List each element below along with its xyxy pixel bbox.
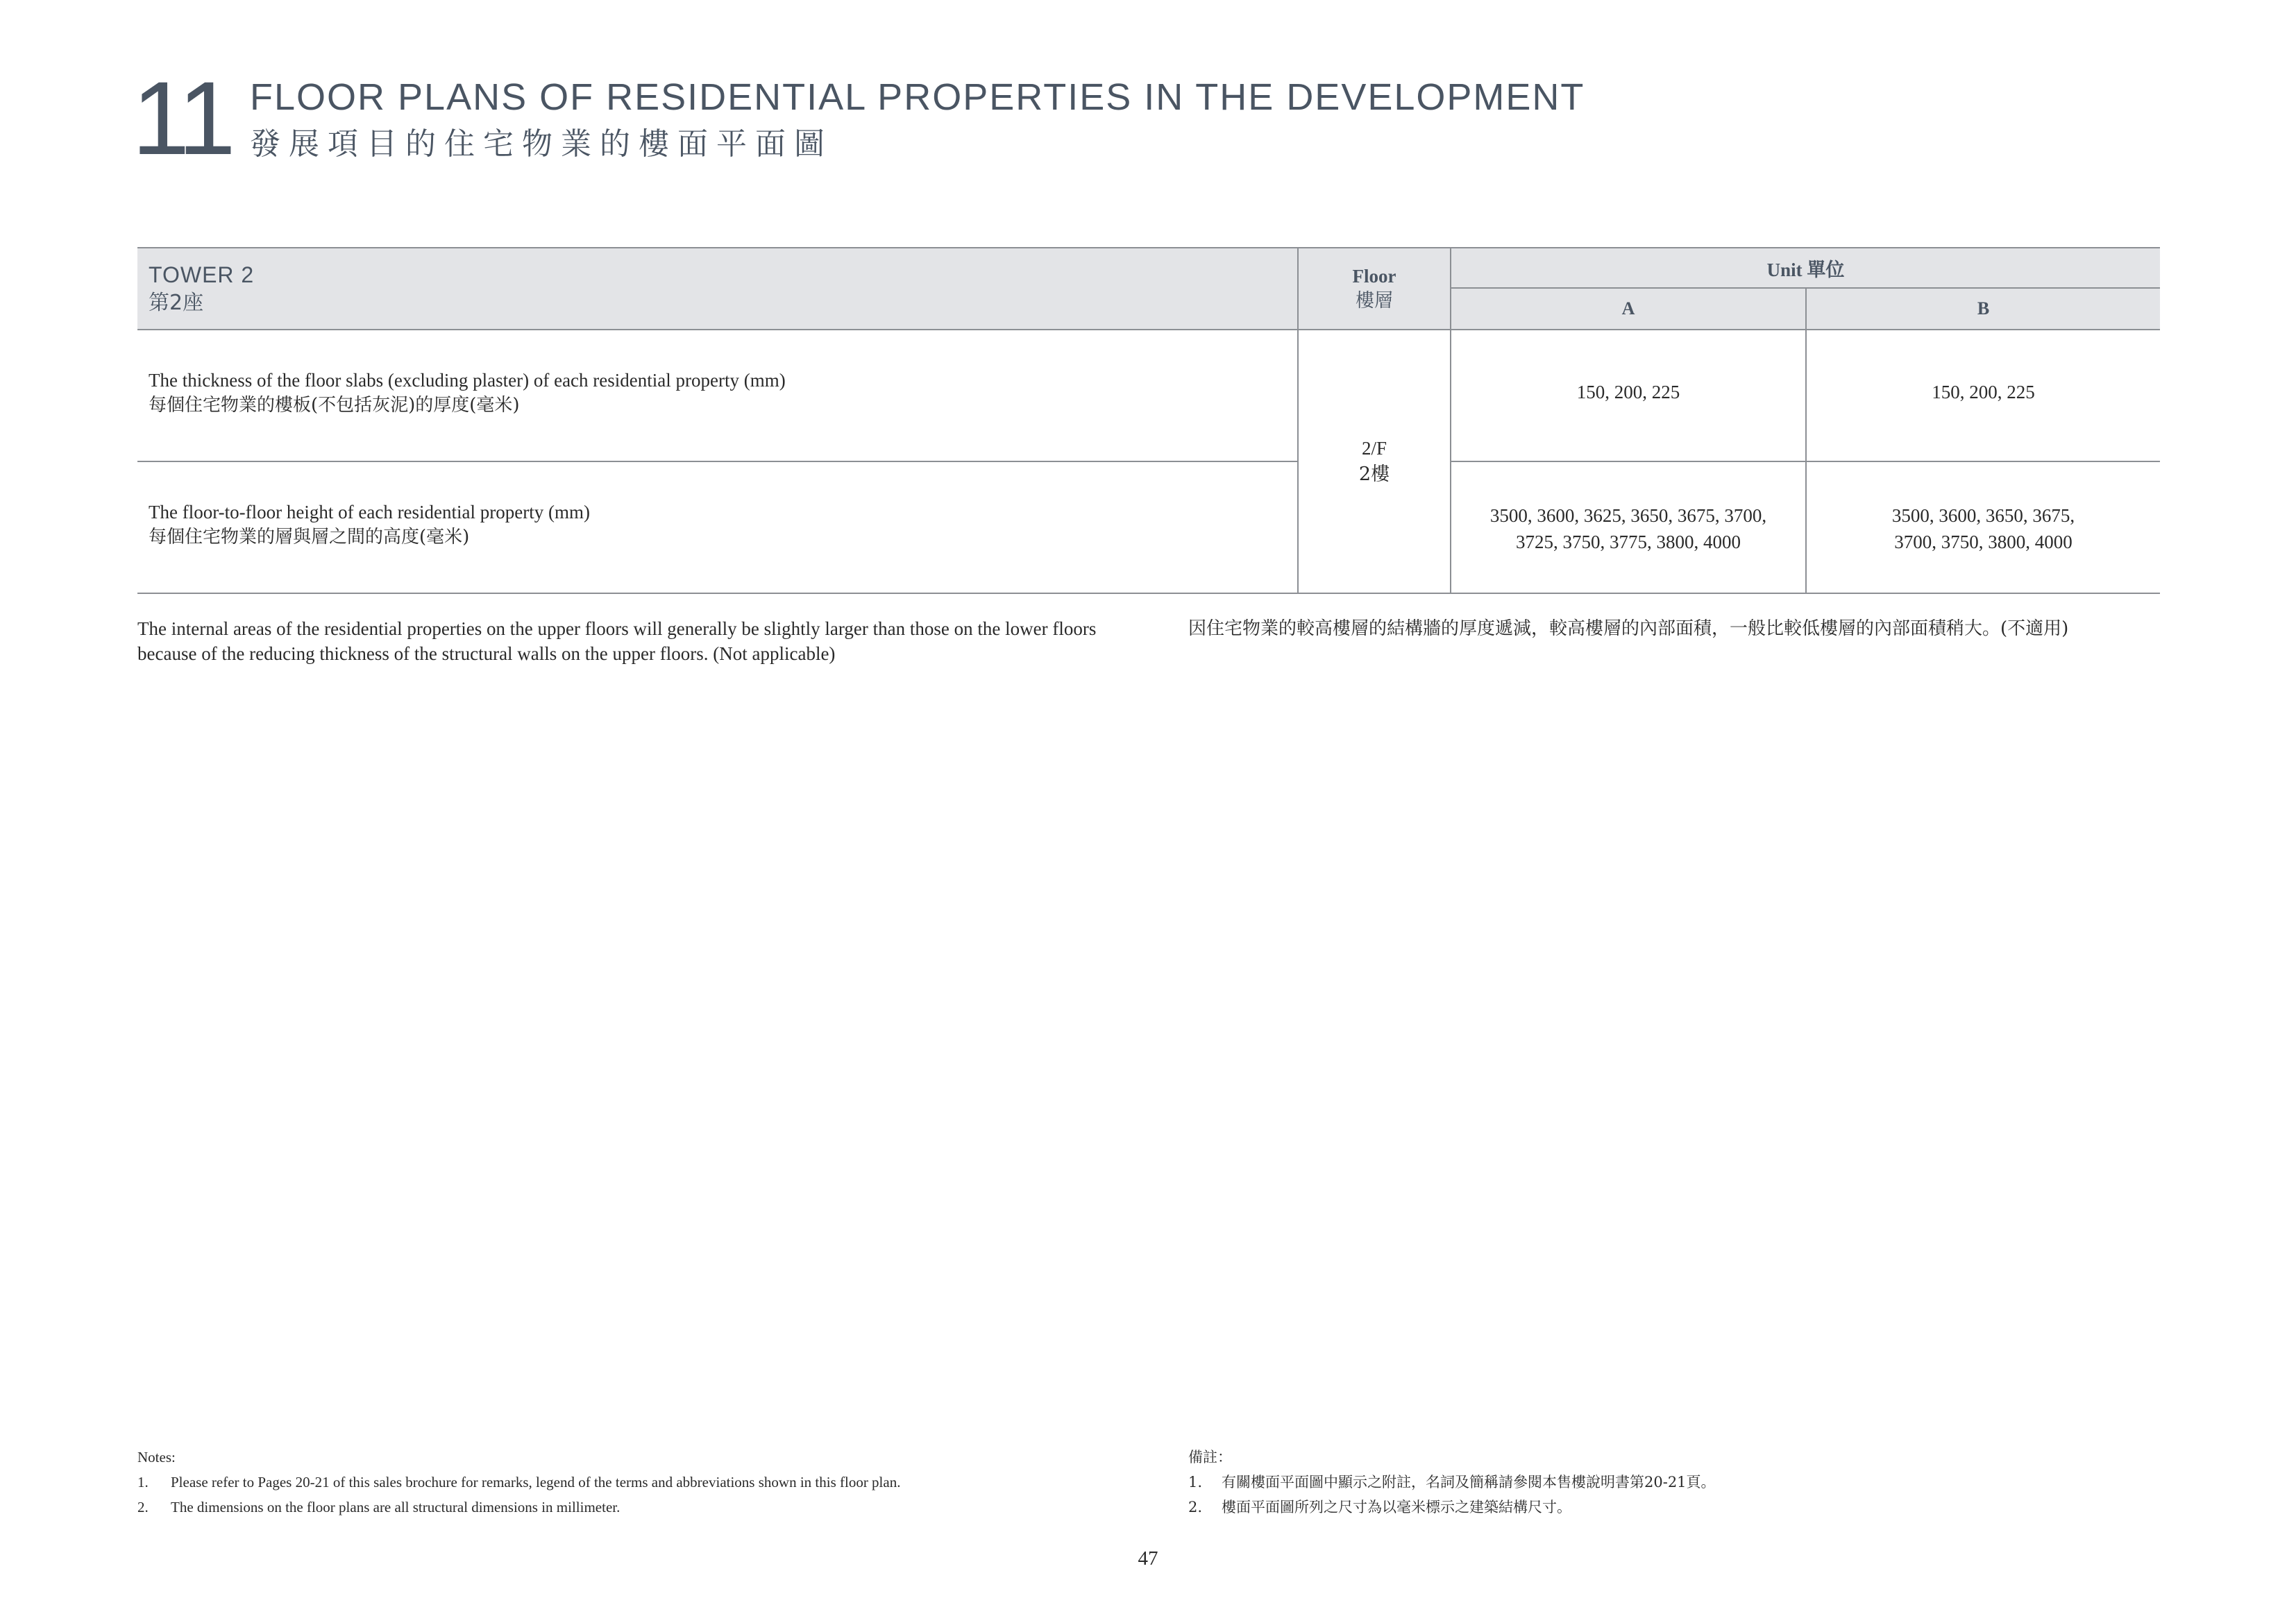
row-label-cell [137,330,1298,461]
note-number: 2. [137,1499,149,1515]
value-text: 150, 200, 225 [1576,382,1680,402]
unit-column-a: A [1451,288,1806,330]
page-title-en: FLOOR PLANS OF RESIDENTIAL PROPERTIES IN THE DEVELOPMENT [250,76,1585,118]
table-row [137,330,2160,461]
value-cell-b [1806,330,2160,461]
note-text: 樓面平面圖所列之尺寸為以毫米標示之建築結構尺寸。 [1222,1499,1571,1515]
notes-en [137,1445,1144,1520]
floor-header-zh: 樓層 [1356,290,1393,312]
note-number: 1. [1188,1474,1203,1490]
note-text: The dimensions on the floor plans are all structural dimensions in millimeter. [171,1499,621,1515]
remark-zh: 因住宅物業的較高樓層的結構牆的厚度遞減，較高樓層的內部面積，一般比較低樓層的內部面積稍大。(不適用) [1188,618,2069,639]
note-item [137,1495,1144,1520]
notes-zh [1188,1445,2160,1520]
floor-spec-table [137,247,2160,594]
row-label-zh: 每個住宅物業的層與層之間的高度(毫米) [149,527,470,547]
unit-header-cell: Unit 單位 [1451,248,2160,288]
notes-title-en: Notes: [137,1449,176,1465]
value-text: 150, 200, 225 [1932,382,2035,402]
section-number: 11 [132,60,232,176]
note-item [1188,1470,2160,1495]
row-label-en: The thickness of the floor slabs (excluding plaster) of each residential property (mm) [149,370,786,391]
unit-column-b: B [1806,288,2160,330]
note-number: 1. [137,1474,149,1490]
table-header-row [137,248,2160,288]
value-text: 3500, 3600, 3650, 3675, 3700, 3750, 3800, 4000 [1891,505,2075,552]
tower-header-cell [137,248,1298,330]
floor-value-en: 2/F [1361,438,1387,459]
tower-label-en: TOWER 2 [149,262,255,287]
floor-value-zh: 2樓 [1358,464,1390,485]
page-title-zh: 發展項目的住宅物業的樓面平面圖 [250,126,833,162]
page-number: 47 [1138,1547,1158,1570]
value-cell-b [1806,461,2160,593]
remark-en: The internal areas of the residential properties on the upper floors will generally be slightly larger than those on the lower floors because of the reducing thickness of the structural walls on the upper floors. (Not applicable) [137,618,1097,664]
floor-header-cell [1298,248,1451,330]
value-text: 3500, 3600, 3625, 3650, 3675, 3700, 3725, 3750, 3775, 3800, 4000 [1489,505,1767,552]
row-label-zh: 每個住宅物業的樓板(不包括灰泥)的厚度(毫米) [149,395,520,416]
table-row [137,461,2160,593]
value-cell-a [1451,330,1806,461]
note-text: 有關樓面平面圖中顯示之附註，名詞及簡稱請參閱本售樓說明書第20-21頁。 [1222,1474,1716,1490]
floor-value-cell [1298,330,1451,593]
value-cell-a [1451,461,1806,593]
row-label-cell [137,461,1298,593]
note-item [137,1470,1144,1495]
floor-header-en: Floor [1352,266,1396,287]
notes-title-zh: 備註： [1188,1449,1232,1465]
note-number: 2. [1188,1499,1203,1515]
note-text: Please refer to Pages 20-21 of this sales brochure for remarks, legend of the terms and abbreviations shown in this floor plan. [171,1474,901,1490]
note-item [1188,1495,2160,1520]
tower-label-zh: 第2座 [149,291,204,315]
row-label-en: The floor-to-floor height of each residential property (mm) [149,502,590,522]
